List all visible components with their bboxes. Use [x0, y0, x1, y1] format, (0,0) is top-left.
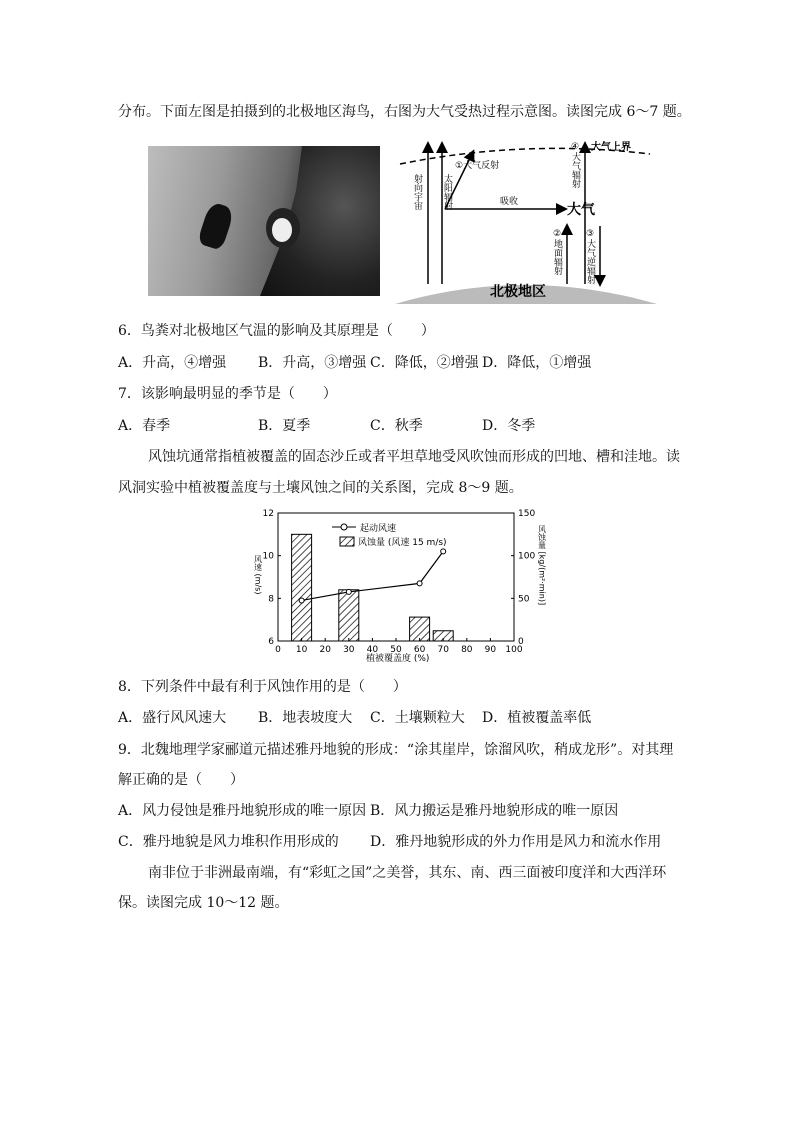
x-axis-label: 植被覆盖度 (%): [366, 654, 430, 663]
erosion-bar: [292, 534, 312, 641]
atmosphere-heating-diagram: [395, 134, 657, 304]
x-tick-label: 70: [437, 645, 449, 655]
q6-stem: 6．鸟粪对北极地区气温的影响及其原理是（ ）: [118, 323, 435, 339]
space-label: 射向宇宙: [412, 174, 422, 210]
y-right-tick-label: 0: [518, 637, 524, 647]
x-tick-label: 80: [461, 645, 473, 655]
q9-option-d[interactable]: D．雅丹地貌形成的外力作用是风力和流水作用: [370, 834, 662, 850]
q8-option-b[interactable]: B．地表坡度大: [258, 710, 353, 726]
y-left-tick-label: 6: [268, 637, 274, 647]
reflect-label: ①大气反射: [455, 161, 500, 171]
chart-legend: [332, 522, 447, 548]
q7-option-a[interactable]: A．春季: [118, 418, 171, 434]
y-right-label: 风蚀量 [kg/(m²·min)]: [537, 525, 547, 606]
absorb-label: 吸收: [500, 197, 519, 207]
arctic-seabird-photo: [148, 146, 380, 296]
threshold-wind-point: [346, 589, 351, 594]
x-tick-label: 60: [413, 645, 426, 655]
q6-option-b[interactable]: B．升高，③增强: [258, 355, 367, 371]
y-left-tick-label: 10: [262, 551, 274, 562]
q9-option-c[interactable]: C．雅丹地貌是风力堆积作用形成的: [118, 834, 339, 850]
legend-bar-label: 风蚀量 (风速 15 m/s): [358, 538, 447, 548]
x-tick-label: 50: [390, 645, 402, 655]
q9-stem-line2: 解正确的是（ ）: [118, 772, 244, 788]
q6-option-a[interactable]: A．升高，④增强: [118, 355, 227, 371]
x-tick-label: 10: [295, 645, 308, 655]
q8-stem: 8．下列条件中最有利于风蚀作用的是（ ）: [118, 679, 407, 695]
ground-rad-label: ②地面辐射: [552, 229, 562, 275]
y-right-tick-label: 100: [518, 551, 536, 562]
counter-rad-label: ③大气逆辐射: [585, 229, 595, 284]
y-left-label: 风速 (m/s): [253, 555, 263, 595]
y-right-tick-label: 50: [518, 594, 530, 605]
erosion-bar: [339, 590, 359, 641]
q7-option-d[interactable]: D．冬季: [482, 418, 536, 434]
y-left-tick-label: 8: [268, 594, 274, 605]
threshold-wind-point: [441, 549, 446, 554]
q7-option-c[interactable]: C．秋季: [370, 418, 423, 434]
q8-option-a[interactable]: A．盛行风风速大: [118, 710, 227, 726]
x-tick-label: 20: [319, 645, 331, 655]
wind-erosion-chart: [244, 505, 556, 663]
passage3-line1: 南非位于非洲最南端，有“彩虹之国”之美誉，其东、南、西三面被印度洋和大西洋环: [148, 865, 667, 881]
y-right-tick-label: 150: [518, 509, 536, 519]
x-tick-label: 100: [505, 645, 523, 655]
erosion-bar: [410, 617, 430, 641]
q7-stem: 7．该影响最明显的季节是（ ）: [118, 386, 337, 402]
q9-option-a[interactable]: A．风力侵蚀是雅丹地貌形成的唯一原因: [118, 803, 367, 819]
atmosphere-label: 大气: [567, 202, 595, 218]
solar-label: 太阳辐射: [442, 174, 452, 210]
q9-option-b[interactable]: B．风力搬运是雅丹地貌形成的唯一原因: [370, 803, 619, 819]
q7-option-b[interactable]: B．夏季: [258, 418, 311, 434]
threshold-wind-line: [302, 551, 444, 600]
x-tick-label: 0: [275, 645, 281, 655]
q6-option-c[interactable]: C．降低，②增强: [370, 355, 479, 371]
passage2-line1: 风蚀坑通常指植被覆盖的固态沙丘或者平坦草地受风吹蚀而形成的凹地、槽和洼地。读: [148, 449, 680, 465]
threshold-wind-point: [417, 581, 422, 586]
passage2-line2: 风洞实验中植被覆盖度与土壤风蚀之间的关系图，完成 8～9 题。: [118, 480, 523, 496]
ground-label: 北极地区: [490, 284, 546, 300]
atm-rad-label: ④大气辐射: [570, 142, 580, 188]
q6-option-d[interactable]: D．降低，①增强: [482, 355, 592, 371]
top-boundary-label: 大气上界: [591, 142, 631, 153]
q9-stem-line1: 9．北魏地理学家郦道元描述雅丹地貌的形成：“涂其崖岸，馀溜风吹，稍成龙形”。对其理: [118, 742, 674, 758]
legend-line-label: 起动风速: [360, 524, 397, 534]
threshold-wind-point: [299, 598, 304, 603]
x-tick-label: 90: [484, 645, 497, 655]
passage3-line2: 保。读图完成 10～12 题。: [118, 895, 289, 911]
q8-option-d[interactable]: D．植被覆盖率低: [482, 710, 592, 726]
x-tick-label: 30: [343, 645, 355, 655]
q8-option-c[interactable]: C．土壤颗粒大: [370, 710, 465, 726]
intro-line: 分布。下面左图是拍摄到的北极地区海鸟，右图为大气受热过程示意图。读图完成 6～7 题。: [118, 104, 691, 120]
y-left-tick-label: 12: [262, 509, 274, 519]
x-tick-label: 40: [366, 645, 379, 655]
